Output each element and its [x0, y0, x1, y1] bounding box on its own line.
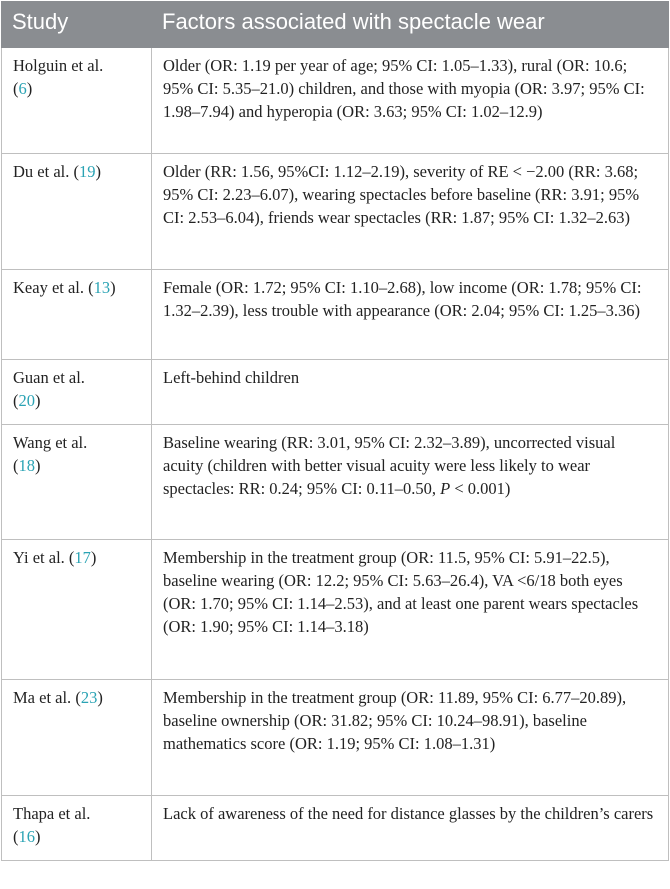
study-cell: Guan et al. (20): [2, 360, 152, 425]
table-row: [2, 48, 669, 154]
factors-cell: Lack of awareness of the need for distance glasses by the children’s carers: [152, 796, 669, 861]
factors-cell: Membership in the treatment group (OR: 11.89, 95% CI: 6.77–20.89), baseline ownership (OR: 31.82; 95% CI: 10.24–98.91), baseline mathematics score (OR: 1.19; 95% CI: 1.08–1.31): [152, 680, 669, 796]
study-name: Holguin et al.: [13, 56, 104, 75]
factors-cell: Older (OR: 1.19 per year of age; 95% CI: 1.05–1.33), rural (OR: 10.6; 95% CI: 5.35–21.0) children, and those with myopia (OR: 3.97; 95% CI: 1.98–7.94) and hyperopia (OR: 3.63; 95% CI: 1.02–12.9): [152, 48, 669, 154]
table-row: [2, 540, 669, 680]
factors-cell: [152, 425, 669, 540]
study-cell: Holguin et al. (6): [2, 48, 152, 154]
study-name: Ma et al.: [13, 688, 72, 707]
reference-link[interactable]: 6: [18, 79, 27, 98]
study-cell: Ma et al. (23): [2, 680, 152, 796]
table-row: [2, 796, 669, 861]
factors-cell: Older (RR: 1.56, 95%CI: 1.12–2.19), severity of RE < −2.00 (RR: 3.68; 95% CI: 2.23–6.07), wearing spectacles before baseline (RR: 3.91; 95% CI: 2.53–6.04), friends wear spectacles (RR: 1.87; 95% CI: 1.32–2.63): [152, 154, 669, 270]
factors-text: Baseline wearing (RR: 3.01, 95% CI: 2.32–3.89), uncorrected visual acuity (children with better visual acuity were less likely to wear spectacles: RR: 0.24; 95% CI: 0.11–0.50,: [163, 433, 616, 498]
factors-cell: Female (OR: 1.72; 95% CI: 1.10–2.68), low income (OR: 1.78; 95% CI: 1.32–2.39), less trouble with appearance (OR: 2.04; 95% CI: 1.25–3.36): [152, 270, 669, 360]
study-cell: Du et al. (19): [2, 154, 152, 270]
reference-link[interactable]: 18: [18, 456, 35, 475]
reference-link[interactable]: 13: [93, 278, 111, 297]
factors-cell: Left-behind children: [152, 360, 669, 425]
study-name: Thapa et al.: [13, 804, 91, 823]
reference-link[interactable]: 17: [74, 548, 91, 567]
study-cell: Yi et al. (17): [2, 540, 152, 680]
reference-link[interactable]: 20: [18, 391, 35, 410]
study-name: Du et al.: [13, 162, 70, 181]
reference-link[interactable]: 19: [78, 162, 96, 181]
study-cell: Keay et al. (13): [2, 270, 152, 360]
study-factors-table: [1, 1, 669, 861]
reference-link[interactable]: 16: [18, 827, 35, 846]
header-factors: Factors associated with spectacle wear: [152, 2, 669, 48]
study-name: Wang et al.: [13, 433, 88, 452]
table-row: [2, 425, 669, 540]
factors-text: < 0.001): [450, 479, 511, 498]
table-row: [2, 270, 669, 360]
table-row: [2, 680, 669, 796]
reference-link[interactable]: 23: [80, 688, 98, 707]
factors-cell: Membership in the treatment group (OR: 11.5, 95% CI: 5.91–22.5), baseline wearing (OR: 12.2; 95% CI: 5.63–26.4), VA <6/18 both eyes (OR: 1.70; 95% CI: 1.14–2.53), and at least one parent wears spectacles (OR: 1.90; 95% CI: 1.14–3.18): [152, 540, 669, 680]
header-study: Study: [2, 2, 152, 48]
header-row: [2, 2, 669, 48]
study-name: Yi et al.: [13, 548, 65, 567]
study-cell: Wang et al. (18): [2, 425, 152, 540]
study-name: Keay et al.: [13, 278, 85, 297]
p-value-symbol: P: [440, 479, 451, 498]
table-row: [2, 154, 669, 270]
study-cell: Thapa et al. (16): [2, 796, 152, 861]
study-name: Guan et al.: [13, 368, 85, 387]
table-row: [2, 360, 669, 425]
